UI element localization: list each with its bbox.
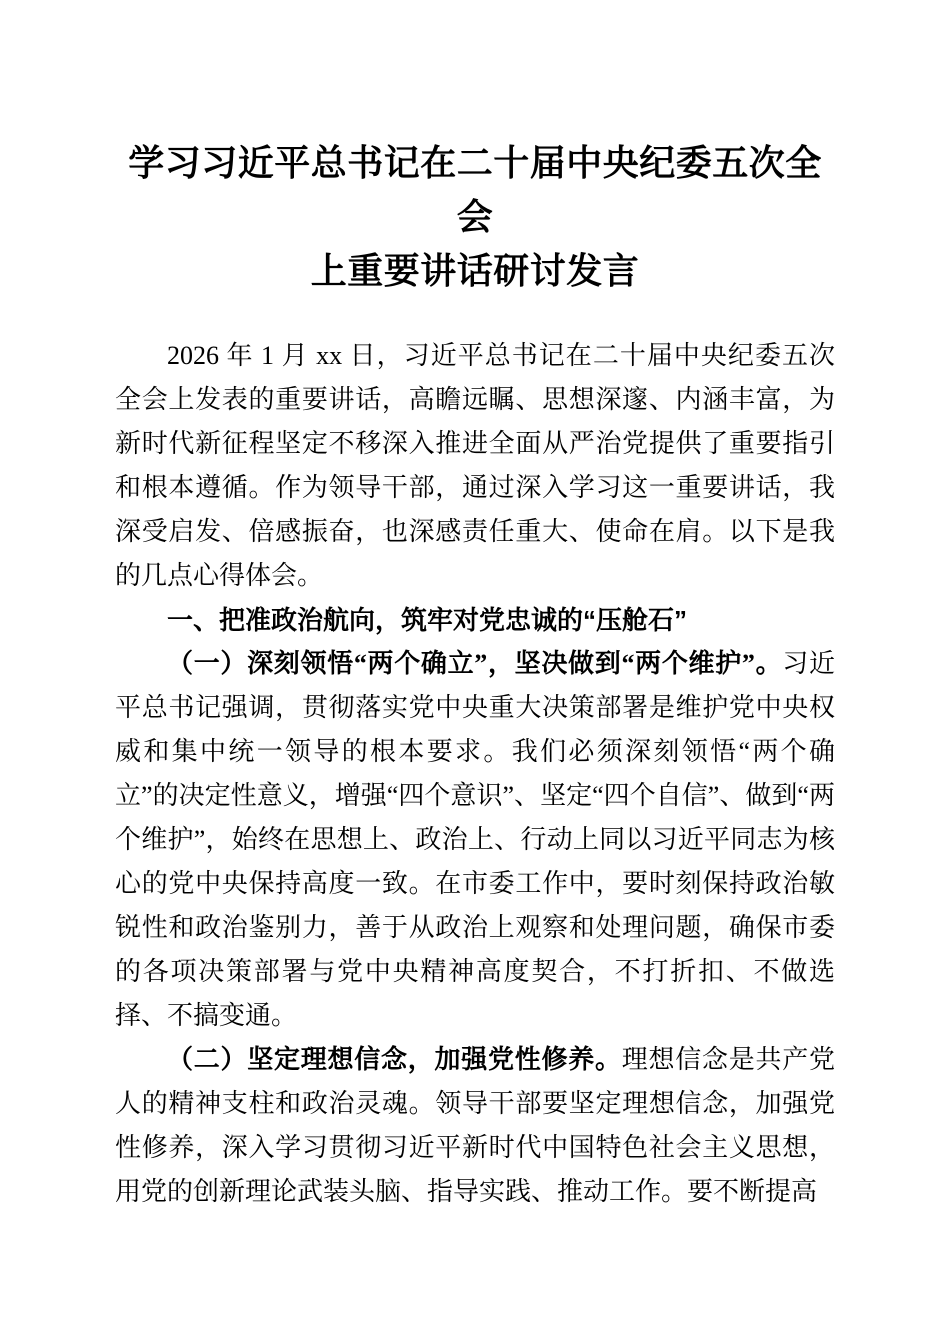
section-1-paragraph-1	[115, 642, 835, 1038]
document-title	[115, 136, 835, 298]
document-body	[115, 334, 835, 1214]
section-1-paragraph-2	[115, 1038, 835, 1214]
section-1-paragraph-1-lead: （一）深刻领悟“两个确立”，坚决做到“两个维护”。	[167, 649, 783, 678]
section-1-paragraph-2-text: 理想信念是共产党人的精神支柱和政治灵魂。领导干部要坚定理想信念，加强党性修养，深入学习贯彻习近平新时代中国特色社会主义思想，用党的创新理论武装头脑、指导实践、推动工作。要不断提高	[115, 1045, 835, 1206]
document-title-line-1: 学习习近平总书记在二十届中央纪委五次全会	[128, 143, 822, 237]
intro-paragraph: 2026 年 1 月 xx 日，习近平总书记在二十届中央纪委五次全会上发表的重要讲话，高瞻远瞩、思想深邃、内涵丰富，为新时代新征程坚定不移深入推进全面从严治党提供了重要指引和根本遵循。作为领导干部，通过深入学习这一重要讲话，我深受启发、倍感振奋，也深感责任重大、使命在肩。以下是我的几点心得体会。	[115, 341, 835, 590]
section-1-paragraph-1-text: 习近平总书记强调，贯彻落实党中央重大决策部署是维护党中央权威和集中统一领导的根本要求。我们必须深刻领悟“两个确立”的决定性意义，增强“四个意识”、坚定“四个自信”、做到“两个维护”，始终在思想上、政治上、行动上同以习近平同志为核心的党中央保持高度一致。在市委工作中，要时刻保持政治敏锐性和政治鉴别力，善于从政治上观察和处理问题，确保市委的各项决策部署与党中央精神高度契合，不打折扣、不做选择、不搞变通。	[115, 649, 835, 1030]
section-1-paragraph-2-lead: （二）坚定理想信念，加强党性修养。	[167, 1045, 622, 1074]
section-1-heading: 一、把准政治航向，筑牢对党忠诚的“压舱石”	[167, 605, 688, 635]
document-title-line-2: 上重要讲话研讨发言	[310, 251, 640, 291]
